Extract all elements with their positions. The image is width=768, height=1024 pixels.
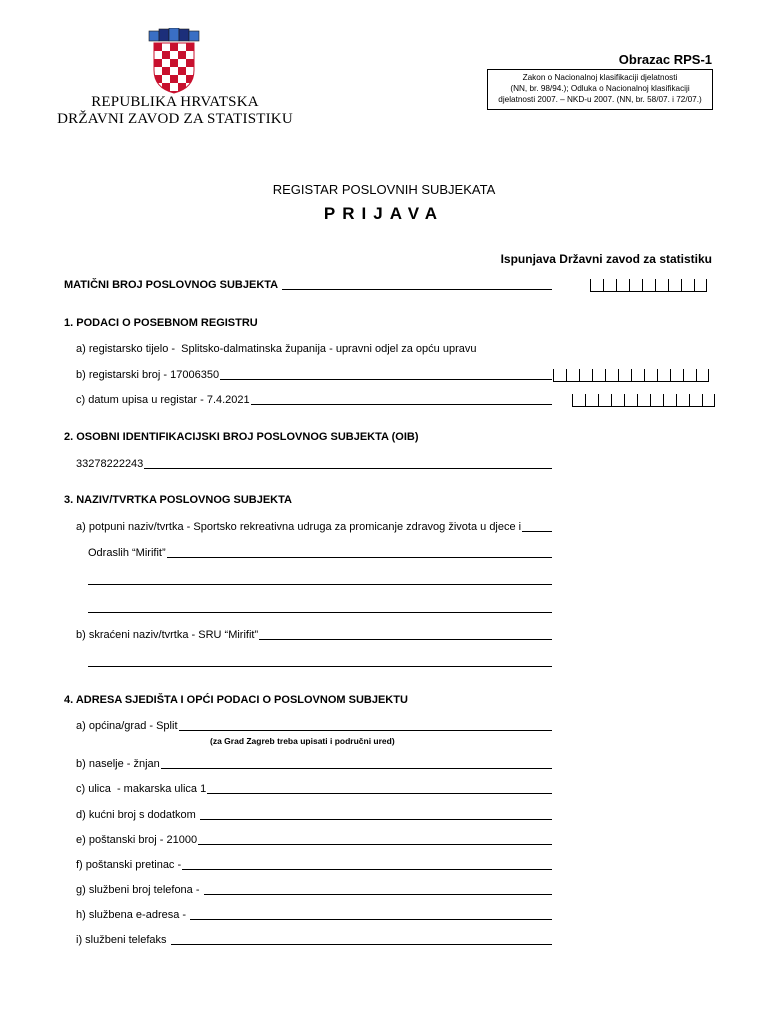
coat-of-arms-icon [142,28,206,94]
street-text: c) ulica - makarska ulica 1 [76,783,207,795]
email-field[interactable] [76,907,552,921]
char-box[interactable] [683,369,696,382]
char-box[interactable] [553,369,566,382]
char-box[interactable] [566,369,579,382]
registry-number-text: b) registarski broj - 17006350 [76,369,220,381]
fax-field[interactable] [76,932,552,946]
char-box[interactable] [611,394,624,407]
short-name-text: b) skraćeni naziv/tvrtka - SRU “Mirifit” [76,629,259,641]
char-box[interactable] [676,394,689,407]
char-box[interactable] [637,394,650,407]
char-box[interactable] [618,369,631,382]
char-box[interactable] [598,394,611,407]
street-field[interactable] [76,781,552,795]
section4-heading: 4. ADRESA SJEDIŠTA I OPĆI PODACI O POSLOVNOM SUBJEKTU [64,694,408,706]
char-box[interactable] [694,279,707,292]
full-name-field[interactable] [76,519,552,533]
settlement-field[interactable] [76,756,552,770]
registration-number-boxes[interactable] [590,279,707,292]
char-box[interactable] [603,279,616,292]
postal-code-field[interactable] [76,832,552,846]
char-box[interactable] [572,394,585,407]
short-name-field[interactable] [76,627,552,641]
char-box[interactable] [689,394,702,407]
section3-heading: 3. NAZIV/TVRTKA POSLOVNOG SUBJEKTA [64,494,292,506]
registry-date-text: c) datum upisa u registar - 7.4.2021 [76,394,250,406]
agency-name: DRŽAVNI ZAVOD ZA STATISTIKU [57,111,293,127]
registry-authority-text: a) registarsko tijelo - Splitsko-dalmatinska županija - upravni odjel za opću upravu [76,343,477,355]
registry-authority-field[interactable] [76,341,552,355]
char-box[interactable] [655,279,668,292]
char-box[interactable] [670,369,683,382]
section1-heading: 1. PODACI O POSEBNOM REGISTRU [64,317,258,329]
char-box[interactable] [642,279,655,292]
house-number-text: d) kućni broj s dodatkom [76,809,199,821]
phone-field[interactable] [76,882,552,896]
section2-heading: 2. OSOBNI IDENTIFIKACIJSKI BROJ POSLOVNOG SUBJEKTA (OIB) [64,431,419,443]
char-box[interactable] [681,279,694,292]
char-box[interactable] [644,369,657,382]
full-name-text: a) potpuni naziv/tvrtka - Sportsko rekreativna udruga za promicanje zdravog života u djece i [76,521,522,533]
char-box[interactable] [702,394,715,407]
country-name: REPUBLIKA HRVATSKA [91,94,259,110]
char-box[interactable] [663,394,676,407]
po-box-field[interactable] [76,857,552,871]
po-box-text: f) poštanski pretinac - [76,859,182,871]
full-name-text-line2: Odraslih “Mirifit” [88,547,166,559]
char-box[interactable] [592,369,605,382]
oib-value: 33278222243 [76,458,144,470]
law-note-line: Zakon o Nacionalnoj klasifikaciji djelatnosti [522,73,678,82]
char-box[interactable] [631,369,644,382]
phone-text: g) službeni broj telefona - [76,884,203,896]
municipality-field[interactable] [76,718,552,732]
filled-by-note: Ispunjava Državni zavod za statistiku [500,252,712,266]
char-box[interactable] [616,279,629,292]
settlement-text: b) naselje - žnjan [76,758,160,770]
registration-number-field[interactable] [64,277,552,291]
oib-field[interactable] [76,456,552,470]
char-box[interactable] [590,279,603,292]
registration-number-label: MATIČNI BROJ POSLOVNOG SUBJEKTA [64,279,279,291]
char-box[interactable] [605,369,618,382]
postal-code-text: e) poštanski broj - 21000 [76,834,198,846]
registry-number-field[interactable] [76,367,552,381]
char-box[interactable] [668,279,681,292]
registry-number-boxes[interactable] [553,369,709,382]
house-number-field[interactable] [76,807,552,821]
char-box[interactable] [657,369,670,382]
blank-line[interactable] [88,584,552,585]
full-name-field-line2[interactable] [88,545,552,559]
form-id: Obrazac RPS-1 [618,52,712,67]
blank-line[interactable] [88,666,552,667]
zagreb-note: (za Grad Zagreb treba upisati i područni ured) [210,736,395,746]
char-box[interactable] [624,394,637,407]
fax-text: i) službeni telefaks [76,934,170,946]
email-text: h) službena e-adresa - [76,909,190,921]
form-title: PRIJAVA [323,204,445,223]
registry-date-field[interactable] [76,392,552,406]
char-box[interactable] [696,369,709,382]
law-note-line: (NN, br. 98/94.); Odluka o Nacionalnoj klasifikaciji [510,84,690,93]
char-box[interactable] [629,279,642,292]
municipality-text: a) općina/grad - Split [76,720,178,732]
char-box[interactable] [585,394,598,407]
registry-date-boxes[interactable] [572,394,715,407]
char-box[interactable] [579,369,592,382]
law-reference-box [487,69,713,110]
char-box[interactable] [650,394,663,407]
blank-line[interactable] [88,612,552,613]
law-note-line: djelatnosti 2007. – NKD-u 2007. (NN, br. 58/07. i 72/07.) [498,95,702,104]
register-title: REGISTAR POSLOVNIH SUBJEKATA [272,182,496,197]
